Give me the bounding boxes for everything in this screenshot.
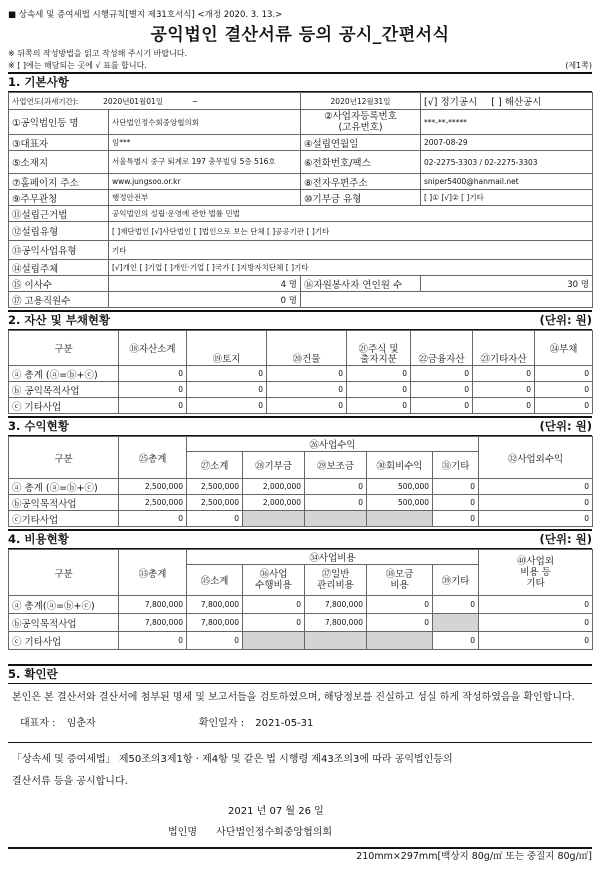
assets-row <box>9 382 593 398</box>
income-col-label: 구분 <box>9 437 119 479</box>
income-sub-header: ㉘기부금 <box>243 452 305 479</box>
section-expense-title: 4. 비용현황 (단위: 원) <box>8 529 592 549</box>
fiscal-year-tilde: ~ <box>191 96 199 106</box>
info-label: ⑤소재지 <box>9 151 109 174</box>
expense-table <box>8 549 593 650</box>
cell-value: 0 <box>479 596 593 614</box>
cell-value: 0 <box>267 366 347 382</box>
cell-value: 0 <box>433 511 479 527</box>
section-assets-title: 2. 자산 및 부채현황 (단위: 원) <box>8 310 592 330</box>
employees-row <box>9 292 593 308</box>
row-label: ⓐ 총계 (ⓐ=ⓑ+ⓒ) <box>9 366 119 382</box>
cell-value: 0 <box>473 398 535 414</box>
info-label: ⑩기부금 유형 <box>301 190 421 206</box>
expense-col-label: 구분 <box>9 550 119 596</box>
income-total-header: ㉕총계 <box>119 437 187 479</box>
income-sub-header: ㉗소계 <box>187 452 243 479</box>
cell-value: 0 <box>243 614 305 632</box>
footer-org-row <box>8 823 592 843</box>
disclosure-form <box>8 8 592 865</box>
info-value: 행정안전부 <box>109 190 301 206</box>
info-row <box>9 135 593 151</box>
cell-value: 0 <box>479 495 593 511</box>
info-value: 사단법인정수회중앙협의회 <box>109 110 301 135</box>
info-label: ⑨주무관청 <box>9 190 109 206</box>
fiscal-year-start: 2020년01월01일 <box>103 96 164 106</box>
info-label: ②사업자등록번호 (고유번호) <box>301 110 421 135</box>
cell-value: 0 <box>243 596 305 614</box>
cell-value: 0 <box>187 382 267 398</box>
section-basic-title: 1. 기본사항 <box>8 72 592 92</box>
row-label: ⓑ공익목적사업 <box>9 614 119 632</box>
info-value: sniper5400@hanmail.net <box>421 174 593 190</box>
directors-row <box>9 276 593 292</box>
founder-value: [√]개인 [ ]기업 [ ]개인·기업 [ ]국가 [ ]지방자치단체 [ ]기타 <box>109 260 593 276</box>
cell-value: 0 <box>119 382 187 398</box>
info-row <box>9 110 593 135</box>
expense-group-header: ㉞사업비용 <box>187 550 479 565</box>
assets-header: ⑳건물 <box>267 331 347 366</box>
income-sub-header: ㉙보조금 <box>305 452 367 479</box>
cell-value: 0 <box>347 398 411 414</box>
regulation-line: ■ 상속세 및 증여세법 시행규칙[별지 제31호서식] <개정 2020. 3. 13.> <box>8 10 283 20</box>
cell-value: 0 <box>267 382 347 398</box>
info-row <box>9 151 593 174</box>
assets-header: ⑱자산소계 <box>119 331 187 366</box>
type-value: [ ]재단법인 [√]사단법인 [ ]법인으로 보는 단체 [ ]공공기관 [ ]기타 <box>109 222 593 241</box>
assets-header: ㉓기타자산 <box>473 331 535 366</box>
cell-value: 7,800,000 <box>187 596 243 614</box>
row-label: ⓒ 기타사업 <box>9 632 119 650</box>
expense-other-header: ㊵사업외 비용 등 기타 <box>479 550 593 596</box>
info-value: 임*** <box>109 135 301 151</box>
cell-value: 0 <box>305 479 367 495</box>
assets-unit: (단위: 원) <box>539 313 592 327</box>
cell-value: 0 <box>119 398 187 414</box>
shaded-cell <box>367 632 433 650</box>
shaded-cell <box>243 632 305 650</box>
basis-value: 공익법인의 설립·운영에 관한 법률 민법 <box>109 206 593 222</box>
expense-sub-header: ㉟소계 <box>187 565 243 596</box>
info-value: 02-2275-3303 / 02-2275-3303 <box>421 151 593 174</box>
assets-table <box>8 330 593 414</box>
org-label: 법인명 <box>168 827 197 838</box>
cell-value: 0 <box>187 366 267 382</box>
basic-info-table <box>8 92 593 308</box>
form-title: 공익법인 결산서류 등의 공시_간편서식 <box>150 25 450 45</box>
assets-header: ⑲토지 <box>187 331 267 366</box>
cell-value: 0 <box>433 596 479 614</box>
cell-value: 7,800,000 <box>187 614 243 632</box>
confirm-date-label: 확인일자 : <box>198 718 245 729</box>
basis-label: ⑪설립근거법 <box>9 206 109 222</box>
income-other-header: ㉜사업외수익 <box>479 437 593 479</box>
assets-header-row <box>9 331 593 366</box>
cell-value: 0 <box>479 511 593 527</box>
legal-line-2: 결산서류 등을 공시합니다. <box>12 776 128 787</box>
expense-unit: (단위: 원) <box>539 532 592 546</box>
employees-value: 0 명 <box>109 292 301 308</box>
income-table <box>8 436 593 527</box>
info-row <box>9 190 593 206</box>
info-value: 서울특별시 중구 퇴계로 197 충무빌딩 5층 516호 <box>109 151 301 174</box>
row-label: ⓒ 기타사업 <box>9 398 119 414</box>
cell-value: 0 <box>411 382 473 398</box>
cell-value: 0 <box>187 511 243 527</box>
cell-value: 2,500,000 <box>119 479 187 495</box>
cell-value: 0 <box>535 382 593 398</box>
volunteers-label: ⑯자원봉사자 연인원 수 <box>301 276 421 292</box>
biz-row <box>9 241 593 260</box>
cell-value: 7,800,000 <box>119 614 187 632</box>
disclosure-dissolve-checkbox[interactable]: [ ] 해산공시 <box>491 97 542 108</box>
income-row <box>9 511 593 527</box>
cell-value: 2,500,000 <box>119 495 187 511</box>
cell-value: 0 <box>267 398 347 414</box>
assets-header: ㉒금융자산 <box>411 331 473 366</box>
employees-label: ⑰ 고용직원수 <box>9 292 109 308</box>
info-value: www.jungsoo.or.kr <box>109 174 301 190</box>
expense-total-header: ㉝총계 <box>119 550 187 596</box>
fiscal-year-end: 2020년12월31일 <box>301 93 421 110</box>
income-unit: (단위: 원) <box>539 419 592 433</box>
row-label: ⓒ기타사업 <box>9 511 119 527</box>
cell-value: 0 <box>411 366 473 382</box>
cell-value: 2,000,000 <box>243 495 305 511</box>
cell-value: 0 <box>473 366 535 382</box>
cell-value: 0 <box>119 511 187 527</box>
cell-value: 0 <box>411 398 473 414</box>
cell-value: 0 <box>433 495 479 511</box>
expense-sub-header: ㊳모금 비용 <box>367 565 433 596</box>
expense-sub-header: ㊲일반 관리비용 <box>305 565 367 596</box>
shaded-cell <box>305 632 367 650</box>
cell-value: 0 <box>367 614 433 632</box>
cell-value: 0 <box>119 632 187 650</box>
cell-value: 0 <box>347 382 411 398</box>
row-label: ⓑ공익목적사업 <box>9 495 119 511</box>
row-label: ⓑ 공익목적사업 <box>9 382 119 398</box>
type-row <box>9 222 593 241</box>
section-confirm-title: 5. 확인란 <box>8 664 592 684</box>
cell-value: 0 <box>479 614 593 632</box>
disclosure-regular-checkbox[interactable]: [√] 정기공시 <box>424 97 478 108</box>
info-value: [ ]① [√]② [ ]기타 <box>421 190 593 206</box>
cell-value: 0 <box>433 632 479 650</box>
note-checkbox-row <box>8 60 592 72</box>
cell-value: 0 <box>479 479 593 495</box>
cell-value: 0 <box>187 398 267 414</box>
founder-label: ⑭설립주체 <box>9 260 109 276</box>
cell-value: 7,800,000 <box>119 596 187 614</box>
info-label: ③대표자 <box>9 135 109 151</box>
biz-label: ⑬공익사업유형 <box>9 241 109 260</box>
assets-header: ㉔부채 <box>535 331 593 366</box>
type-label: ⑫설립유형 <box>9 222 109 241</box>
income-sub-header: ㉛기타 <box>433 452 479 479</box>
cell-value: 0 <box>347 366 411 382</box>
note-checkbox: ※ [ ]에는 해당되는 곳에 √ 표를 합니다. <box>8 61 147 70</box>
cell-value: 7,800,000 <box>305 614 367 632</box>
cell-value: 2,500,000 <box>187 495 243 511</box>
confirm-date-value: 2021-05-31 <box>255 718 314 729</box>
directors-value: 4 명 <box>109 276 301 292</box>
income-group-header: ㉖사업수익 <box>187 437 479 452</box>
expense-sub-header: ㊱사업 수행비용 <box>243 565 305 596</box>
cell-value: 500,000 <box>367 479 433 495</box>
cell-value: 2,500,000 <box>187 479 243 495</box>
basis-row <box>9 206 593 222</box>
row-label: ⓐ 총계(ⓐ=ⓑ+ⓒ) <box>9 596 119 614</box>
cell-value: 0 <box>535 366 593 382</box>
income-row <box>9 479 593 495</box>
cell-value: 0 <box>367 596 433 614</box>
footer-date: 2021 년 07 월 26 일 <box>228 806 324 817</box>
cell-value: 0 <box>433 479 479 495</box>
rep-name: 임춘자 <box>66 718 96 729</box>
cell-value: 500,000 <box>367 495 433 511</box>
cell-value: 0 <box>473 382 535 398</box>
info-row <box>9 174 593 190</box>
page-label: (제1쪽) <box>565 61 592 70</box>
cell-value: 0 <box>187 632 243 650</box>
footer-block <box>8 742 592 843</box>
cell-value: 0 <box>535 398 593 414</box>
cell-value: 0 <box>479 632 593 650</box>
assets-col-label: 구분 <box>9 331 119 366</box>
section-income-title: 3. 수익현황 (단위: 원) <box>8 416 592 436</box>
expense-row <box>9 596 593 614</box>
info-value: 2007-08-29 <box>421 135 593 151</box>
note-instructions: ※ 뒤쪽의 작성방법을 읽고 작성해 주시기 바랍니다. <box>8 49 188 58</box>
income-sub-header: ㉚회비수익 <box>367 452 433 479</box>
confirm-sign-row <box>8 712 592 736</box>
confirm-statement: 본인은 본 결산서와 결산서에 첨부된 명세 및 보고서들을 검토하였으며, 해당정보를 진실하고 성실 하게 작성하였음을 확인합니다. <box>12 692 575 703</box>
expense-row <box>9 614 593 632</box>
fiscal-year-row <box>9 93 593 110</box>
founder-row <box>9 260 593 276</box>
org-name: 사단법인정수회중앙협의회 <box>216 827 333 838</box>
shaded-cell <box>433 614 479 632</box>
cell-value: 0 <box>305 495 367 511</box>
expense-row <box>9 632 593 650</box>
assets-row <box>9 366 593 382</box>
rep-label: 대표자 : <box>20 718 56 729</box>
info-value: ***-**-***** <box>421 110 593 135</box>
shaded-cell <box>243 511 305 527</box>
cell-value: 7,800,000 <box>305 596 367 614</box>
shaded-cell <box>367 511 433 527</box>
shaded-cell <box>305 511 367 527</box>
cell-value: 2,000,000 <box>243 479 305 495</box>
info-label: ⑧전자우편주소 <box>301 174 421 190</box>
assets-row <box>9 398 593 414</box>
paper-spec: 210mm×297mm[백상지 80g/㎡ 또는 중질지 80g/㎡] <box>8 847 592 865</box>
legal-line: 「상속세 및 증여세법」 제50조의3제1항 · 제4항 및 같은 법 시행령 제43조의3에 따라 공익법인등의 <box>12 754 453 765</box>
info-label: ⑥전화번호/팩스 <box>301 151 421 174</box>
volunteers-value: 30 명 <box>421 276 593 292</box>
cell-value: 0 <box>119 366 187 382</box>
row-label: ⓐ 총계 (ⓐ=ⓑ+ⓒ) <box>9 479 119 495</box>
fiscal-year-label: 사업연도(과세기간): <box>12 96 79 106</box>
info-label: ①공익법인등 명 <box>9 110 109 135</box>
biz-value: 기타 <box>109 241 593 260</box>
directors-label: ⑮ 이사수 <box>9 276 109 292</box>
info-label: ④설립연월일 <box>301 135 421 151</box>
income-row <box>9 495 593 511</box>
info-label: ⑦홈페이지 주소 <box>9 174 109 190</box>
assets-header: ㉑주식 및 출자지분 <box>347 331 411 366</box>
expense-sub-header: ㊴기타 <box>433 565 479 596</box>
